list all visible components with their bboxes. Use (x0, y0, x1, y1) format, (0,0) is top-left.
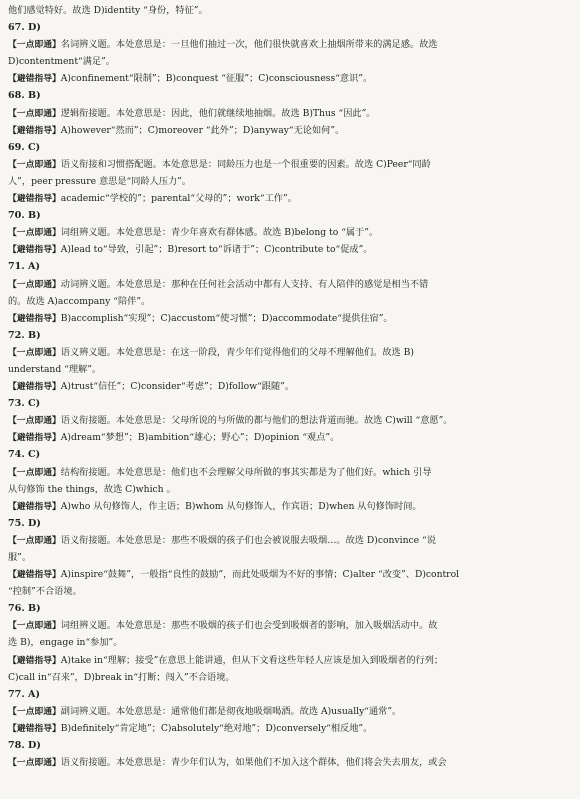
explanation-line (8, 105, 572, 122)
answer-item (8, 207, 572, 258)
explanation-line (8, 361, 572, 378)
section-tag: 【避错指导】 (8, 655, 61, 666)
explanation-line (8, 617, 572, 634)
explanation-text: 逻辑衔接题。本处意思是：因此，他们就继续地抽烟。故选 B)Thus “因此”。 (60, 107, 376, 119)
explanation-line (8, 669, 572, 686)
explanation-text: A)dream“梦想”；B)ambition“雄心；野心”；D)opinion “观点”。 (60, 432, 340, 444)
explanation-line (8, 703, 572, 720)
section-tag: 【一点即通】 (8, 416, 61, 427)
explanation-line (8, 532, 572, 549)
explanation-text: A)confinement“限制”；B)conquest “征服”；C)consciousness“意识”。 (60, 73, 373, 85)
explanation-text: “控制”不合语境。 (8, 586, 82, 598)
explanation-text: A)take in“理解；接受”在意思上能讲通，但从下文看这些年轻人应该是加入到吸烟者的行列； (60, 654, 444, 666)
question-number: 78. D) (8, 740, 41, 752)
explanation-line (8, 429, 572, 446)
section-tag: 【一点即通】 (8, 758, 61, 769)
explanation-text: 从句修饰 the things，故选 C)which 。 (8, 483, 176, 495)
section-tag: 【避错指导】 (8, 125, 61, 136)
explanation-text: D)contentment“满足”。 (8, 56, 115, 68)
explanation-text: understand “理解”。 (8, 363, 102, 375)
explanation-line (8, 498, 572, 515)
answer-item (8, 515, 572, 600)
explanation-line (8, 122, 572, 139)
answer-item (8, 19, 572, 87)
explanation-text: 语义衔接和习惯搭配题。本处意思是：同龄压力也是一个很重要的因素。故选 C)Peer“同龄 (60, 158, 431, 170)
explanation-text: 动词辨义题。本处意思是：那种在任何社会活动中都有人支持、有人陪伴的感觉是相当不错 (60, 278, 429, 290)
section-tag: 【一点即通】 (8, 40, 61, 51)
explanation-line (8, 754, 572, 771)
answer-item (8, 327, 572, 395)
question-number: 72. B) (8, 329, 41, 341)
answer-item (8, 258, 572, 326)
explanation-line (8, 549, 572, 566)
explanation-line (8, 583, 572, 600)
answer-item (8, 87, 572, 138)
explanation-line (8, 481, 572, 498)
section-tag: 【避错指导】 (8, 723, 61, 734)
explanation-text: C)call in“召来”，D)break in“打断；闯入”不合语境。 (8, 671, 235, 683)
explanation-line (8, 70, 572, 87)
answer-item (8, 446, 572, 514)
answer-items (8, 19, 572, 771)
explanation-text: 名词辨义题。本处意思是：一旦他们抽过一次，他们很快就喜欢上抽烟所带来的满足感。故选 (60, 39, 438, 51)
explanation-text: 语义辨义题。本处意思是：在这一阶段，青少年们觉得他们的父母不理解他们。故选 B) (60, 346, 414, 358)
explanation-text: A)inspire“鼓舞”，一般指“良性的鼓励”，而此处吸烟为不好的事情；C)alter “改变”、D)control (60, 569, 460, 581)
answer-item (8, 139, 572, 207)
explanation-line (8, 53, 572, 70)
question-number: 73. C) (8, 398, 41, 410)
explanation-text: B)definitely“肯定地”；C)absolutely“绝对地”；D)conversely“相反地”。 (60, 722, 373, 734)
answer-item (8, 600, 572, 685)
explanation-text: 的。故选 A)accompany “陪伴”。 (8, 295, 151, 307)
explanation-line (8, 464, 572, 481)
section-tag: 【避错指导】 (8, 245, 61, 256)
question-number: 76. B) (8, 603, 41, 615)
section-tag: 【避错指导】 (8, 433, 61, 444)
explanation-line (8, 378, 572, 395)
question-number: 67. D) (8, 22, 41, 34)
section-tag: 【一点即通】 (8, 621, 61, 632)
explanation-text: A)who 从句修饰人，作主语；B)whom 从句修饰人，作宾语；D)when 从句修饰时间。 (60, 500, 422, 512)
section-tag: 【一点即通】 (8, 279, 61, 290)
explanation-text: 词组辨义题。本处意思是：青少年喜欢有群体感。故选 B)belong to “属于”。 (60, 227, 379, 239)
answer-item (8, 737, 572, 771)
section-tag: 【一点即通】 (8, 159, 61, 170)
question-number: 70. B) (8, 210, 41, 222)
section-tag: 【避错指导】 (8, 194, 61, 205)
explanation-text: 语义衔接题。本处意思是：那些不吸烟的孩子们也会被说服去吸烟…。故选 D)convince “说 (60, 534, 436, 546)
question-number: 71. A) (8, 261, 41, 273)
explanation-line (8, 190, 572, 207)
explanation-line (8, 293, 572, 310)
question-number: 74. C) (8, 449, 41, 461)
section-tag: 【避错指导】 (8, 501, 61, 512)
explanation-text: 选 B)，engage in“参加”。 (8, 637, 123, 649)
question-number: 75. D) (8, 517, 41, 529)
explanation-text: A)however“然而”；C)moreover “此外”；D)anyway“无论如何”。 (60, 124, 345, 136)
explanation-text: 服”。 (8, 552, 32, 563)
explanation-line (8, 412, 572, 429)
question-number: 77. A) (8, 688, 41, 700)
explanation-text: 结构衔接题。本处意思是：他们也不会理解父母所做的事其实都是为了他们好。which 引导 (60, 466, 432, 478)
explanation-line (8, 634, 572, 651)
explanation-line (8, 276, 572, 293)
intro-line: 他们感觉特好。故选 D)identity “身份，特征”。 (8, 5, 208, 16)
explanation-text: B)accomplish“实现”；C)accustom“使习惯”；D)accommodate“提供住宿”。 (60, 312, 393, 324)
answer-item (8, 686, 572, 737)
section-tag: 【避错指导】 (8, 313, 61, 324)
explanation-text: A)lead to“导致，引起”；B)resort to“诉诸于”；C)contribute to“促成”。 (60, 244, 373, 256)
explanation-line (8, 344, 572, 361)
question-number: 69. C) (8, 141, 41, 153)
explanation-line (8, 156, 572, 173)
explanation-line (8, 652, 572, 669)
section-tag: 【避错指导】 (8, 74, 61, 85)
explanation-line (8, 720, 572, 737)
section-tag: 【一点即通】 (8, 535, 61, 546)
explanation-text: 副词辨义题。本处意思是：通常他们都是彻夜地吸烟喝酒。故选 A)usually“通常”。 (60, 705, 402, 717)
section-tag: 【一点即通】 (8, 108, 61, 119)
explanation-line (8, 224, 572, 241)
explanation-line (8, 241, 572, 258)
explanation-text: academic“学校的”；parental“父母的”；work“工作”。 (60, 193, 297, 205)
question-number: 68. B) (8, 90, 41, 102)
explanation-line (8, 310, 572, 327)
explanation-line (8, 36, 572, 53)
section-tag: 【一点即通】 (8, 347, 61, 358)
section-tag: 【避错指导】 (8, 382, 61, 393)
explanation-text: 词组辨义题。本处意思是：那些不吸烟的孩子们也会受到吸烟者的影响，加入吸烟活动中。故 (60, 620, 438, 632)
explanation-text: A)trust“信任”；C)consider“考虑”；D)follow“跟随”。 (60, 381, 295, 393)
explanation-line (8, 173, 572, 190)
explanation-line (8, 566, 572, 583)
explanation-text: 语义衔接题。本处意思是：父母所说的与所做的都与他们的想法背道而驰。故选 C)will “意愿”。 (60, 415, 453, 427)
section-tag: 【避错指导】 (8, 570, 61, 581)
explanation-text: 人”，peer pressure 意思是“同龄人压力”。 (8, 175, 192, 187)
answer-item (8, 395, 572, 446)
section-tag: 【一点即通】 (8, 467, 61, 478)
explanation-text: 语义衔接题。本处意思是：青少年们认为，如果他们不加入这个群体，他们将会失去朋友，或会 (60, 757, 447, 769)
section-tag: 【一点即通】 (8, 228, 61, 239)
section-tag: 【一点即通】 (8, 706, 61, 717)
